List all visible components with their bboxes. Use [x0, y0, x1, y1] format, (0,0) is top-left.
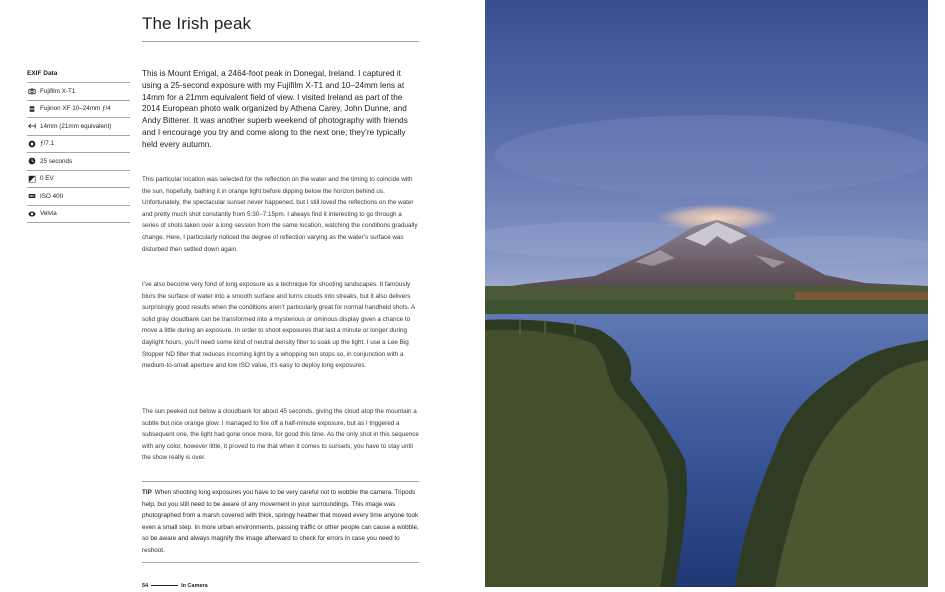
exif-camera-value: Fujifilm X-T1 [40, 87, 76, 95]
lens-icon [27, 104, 36, 113]
svg-text:ISO: ISO [29, 195, 34, 199]
film-simulation-icon [27, 209, 36, 218]
section-name: In Camera [181, 583, 208, 589]
exif-shutter-speed-value: 25 seconds [40, 157, 73, 165]
mountain-photo [485, 0, 928, 587]
folio-divider [151, 585, 178, 586]
exposure-compensation-icon [27, 174, 36, 183]
exif-lens-value: Fujinon XF 10–24mm ƒ/4 [40, 105, 111, 113]
camera-icon [27, 87, 36, 96]
exif-aperture-value: ƒ/7.1 [40, 140, 55, 148]
tip-box [142, 481, 419, 563]
focal-length-icon [27, 122, 36, 131]
exif-row-aperture [27, 136, 130, 154]
exif-focal-length-value: 14mm (21mm equivalent) [40, 122, 112, 130]
body-paragraph: This particular location was selected for the reflection on the water and the timing to coincide with the sun, hopefully, bathing it in orange light before dipping below the horizon behind us. Unfortunately, the spectacular sunset never happened, but I still loved the reflections on the water and pretty much shot constantly from 5:30–7:15pm. I always find it interesting to go through a series of shots taken over a long session from the same location, watching the conditions gradually change. Here, I particularly noticed the degree of reflection varying as the water’s surface was disturbed then settled down again. [142, 176, 418, 253]
exif-exposure-compensation-value: 0 EV [40, 175, 54, 183]
folio [142, 583, 208, 589]
page-title: The Irish peak [142, 14, 419, 42]
exif-row-exposure-compensation [27, 171, 130, 189]
exif-list [27, 82, 130, 223]
mountain-landscape-image [485, 0, 928, 587]
exif-row-iso [27, 188, 130, 206]
iso-icon [27, 192, 36, 201]
exif-row-film-simulation [27, 206, 130, 224]
exif-iso-value: ISO 400 [40, 192, 64, 200]
shutter-speed-icon [27, 157, 36, 166]
tip-body: When shooting long exposures you have to be very careful not to wobble the camera. Tripods help, but you still need to be aware of any movement in your surroundings. This image was photographed from a marsh covered with thick, springy heather that moved every time anyone took even a small step. In more urban environments, passing traffic or other people can cause a wobble, so be aware and always magnify the image afterward to check for errors in case you need to reshoot. [142, 489, 419, 554]
page-number: 54 [142, 583, 149, 589]
tip-label: TIP [142, 489, 152, 496]
exif-heading: EXIF Data [27, 70, 58, 77]
exif-film-simulation-value: Velvia [40, 210, 57, 218]
tip-text [142, 487, 419, 557]
body-paragraph: The sun peeked out below a cloudbank for about 45 seconds, giving the cloud atop the mountain a subtle but nice orange glow. I managed to fire off a half-minute exposure, but as I triggered a subsequent one, the light had gone once more, for good this time. As the only shot in this sequence with any color, however little, it proved to me that when it comes to sunsets, you have to stay until the show really is over. [142, 408, 419, 462]
exif-row-focal-length [27, 118, 130, 136]
exif-row-shutter-speed [27, 153, 130, 171]
exif-row-camera [27, 83, 130, 101]
exif-row-lens [27, 101, 130, 119]
lead-paragraph: This is Mount Errigal, a 2464-foot peak in Donegal, Ireland. I captured it using a 25-second exposure with my Fujifilm X-T1 and 10–24mm lens at 14mm for a 21mm equivalent field of view. I visited Ireland as part of the 2014 European photo walk organized by Athena Carey, John Dunne, and Andy Bitterer. It was another superb weekend of photography with friends and I encourage you try and come along to the next one; they’re typically held every autumn. [142, 69, 408, 149]
body-paragraph: I’ve also become very fond of long exposure as a technique for shooting landscapes. It famously blurs the surface of water into a smooth surface and turns clouds into streaks, but it also delivers surprisingly good results when the conditions aren’t particularly great for normal handheld shots. A solid gray cloudbank can be transformed into a mysterious or ominous display given a chance to move a little during an exposure. In order to shoot exposures that last a minute or longer during daylight hours, you’ll need some kind of neutral density filter to soak up the light. I use a Lee Big Stopper ND filter that reduces incoming light by a whopping ten stops so, in conjunction with a medium-to-small aperture and low ISO value, it’s easy to deploy long exposures. [142, 281, 415, 370]
aperture-icon [27, 139, 36, 148]
